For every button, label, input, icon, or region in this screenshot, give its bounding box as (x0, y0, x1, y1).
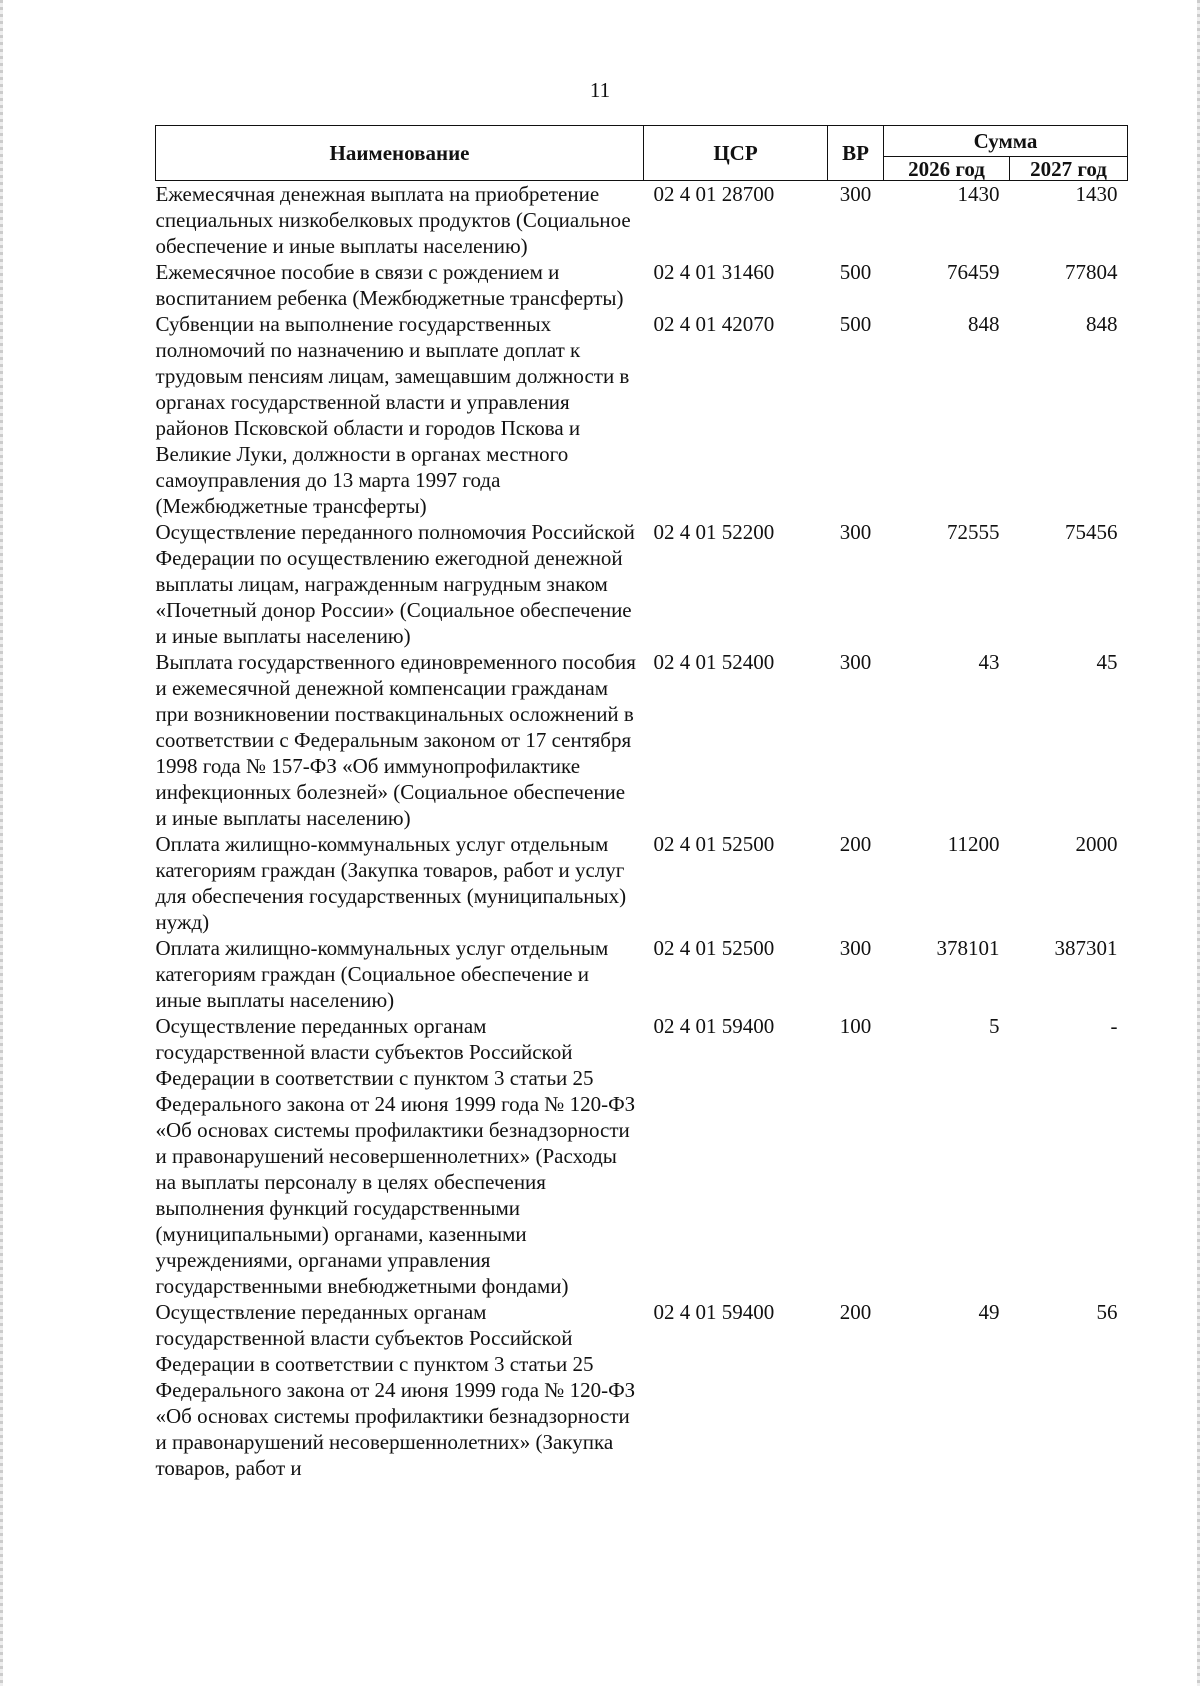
row-sum-2026: 49 (978, 1300, 1000, 1324)
row-sum-2026: 72555 (947, 520, 1000, 544)
row-csr: 02 4 01 52500 (653, 936, 775, 960)
row-name: Осуществление переданных органам государственной власти субъектов Российской Федерации в соответствии с пунктом 3 статьи 25 Федерального закона от 24 июня 1999 года № 120-ФЗ «Об основах системы профилактики безнадзорности и правонарушений несовершеннолетних» (Расходы на выплаты персоналу в целях обеспечения выполнения функций государственными (муниципальными) органами, казенными учреждениями, органами управления государственными внебюджетными фондами) (155, 1014, 636, 1298)
table-row (156, 311, 1128, 519)
table-row (156, 1013, 1128, 1299)
row-csr: 02 4 01 42070 (653, 312, 775, 336)
row-csr: 02 4 01 31460 (653, 260, 775, 284)
row-vr: 300 (839, 182, 872, 206)
row-csr: 02 4 01 52200 (653, 520, 775, 544)
row-vr: 500 (839, 260, 872, 284)
row-sum-2027: 56 (1096, 1300, 1118, 1324)
row-vr: 100 (839, 1014, 872, 1038)
header-sum: Сумма (884, 126, 1128, 157)
header-csr: ЦСР (644, 126, 828, 181)
table-row (156, 831, 1128, 935)
row-name: Оплата жилищно-коммунальных услуг отдельным категориям граждан (Социальное обеспечение и иные выплаты населению) (155, 936, 609, 1012)
row-name: Осуществление переданного полномочия Российской Федерации по осуществлению ежегодной денежной выплаты лицам, награжденным нагрудным знаком «Почетный донор России» (Социальное обеспечение и иные выплаты населению) (155, 520, 635, 648)
row-vr: 300 (839, 936, 872, 960)
table-body (156, 181, 1128, 1482)
row-vr: 300 (839, 520, 872, 544)
row-name: Выплата государственного единовременного пособия и ежемесячной денежной компенсации гражданам при возникновении поствакцинальных осложнений в соответствии с Федеральным законом от 17 сентября 1998 года № 157-ФЗ «Об иммунопрофилактике инфекционных болезней» (Социальное обеспечение и иные выплаты населению) (155, 650, 636, 830)
row-csr: 02 4 01 52400 (653, 650, 775, 674)
row-name: Субвенции на выполнение государственных полномочий по назначению и выплате доплат к трудовым пенсиям лицам, замещавшим должности в органах государственной власти и управления районов Псковской области и городов Пскова и Великие Луки, должности в органах местного самоуправления до 13 марта 1997 года (Межбюджетные трансферты) (155, 312, 630, 518)
table-row (156, 519, 1128, 649)
row-csr: 02 4 01 59400 (653, 1014, 775, 1038)
header-year-2027: 2027 год (1010, 157, 1128, 181)
row-sum-2026: 848 (968, 312, 1000, 336)
table-header (156, 126, 1128, 181)
row-sum-2027: 45 (1096, 650, 1118, 674)
table-row (156, 1299, 1128, 1481)
row-sum-2027: 1430 (1075, 182, 1118, 206)
row-sum-2026: 43 (978, 650, 1000, 674)
row-sum-2027: 77804 (1065, 260, 1118, 284)
header-name: Наименование (156, 126, 644, 181)
row-vr: 200 (839, 832, 872, 856)
table-row (156, 935, 1128, 1013)
table-row (156, 259, 1128, 311)
row-csr: 02 4 01 59400 (653, 1300, 775, 1324)
row-name: Ежемесячное пособие в связи с рождением и воспитанием ребенка (Межбюджетные трансферты) (155, 260, 624, 310)
row-name: Ежемесячная денежная выплата на приобретение специальных низкобелковых продуктов (Социальное обеспечение и иные выплаты населению) (155, 182, 631, 258)
header-vr: ВР (828, 126, 884, 181)
row-sum-2027: 2000 (1075, 832, 1118, 856)
header-year-2026: 2026 год (884, 157, 1010, 181)
row-sum-2026: 378101 (936, 936, 1000, 960)
row-vr: 300 (839, 650, 872, 674)
row-csr: 02 4 01 28700 (653, 182, 775, 206)
table-row (156, 649, 1128, 831)
scan-edge-left (0, 0, 3, 1686)
row-vr: 200 (839, 1300, 872, 1324)
table-row (156, 181, 1128, 260)
row-sum-2027: 387301 (1054, 936, 1118, 960)
budget-table (155, 125, 1128, 1481)
row-csr: 02 4 01 52500 (653, 832, 775, 856)
row-sum-2027: 848 (1086, 312, 1118, 336)
row-name: Оплата жилищно-коммунальных услуг отдельным категориям граждан (Закупка товаров, работ и услуг для обеспечения государственных (муниципальных) нужд) (155, 832, 627, 934)
row-sum-2026: 76459 (947, 260, 1000, 284)
row-sum-2026: 5 (989, 1014, 1000, 1038)
row-name: Осуществление переданных органам государственной власти субъектов Российской Федерации в соответствии с пунктом 3 статьи 25 Федерального закона от 24 июня 1999 года № 120-ФЗ «Об основах системы профилактики безнадзорности и правонарушений несовершеннолетних» (Закупка товаров, работ и (155, 1300, 636, 1480)
row-vr: 500 (839, 312, 872, 336)
row-sum-2026: 11200 (947, 832, 1000, 856)
page-number: 11 (589, 78, 611, 102)
row-sum-2027: 75456 (1065, 520, 1118, 544)
row-sum-2026: 1430 (957, 182, 1000, 206)
row-sum-2027: - (1110, 1014, 1118, 1038)
